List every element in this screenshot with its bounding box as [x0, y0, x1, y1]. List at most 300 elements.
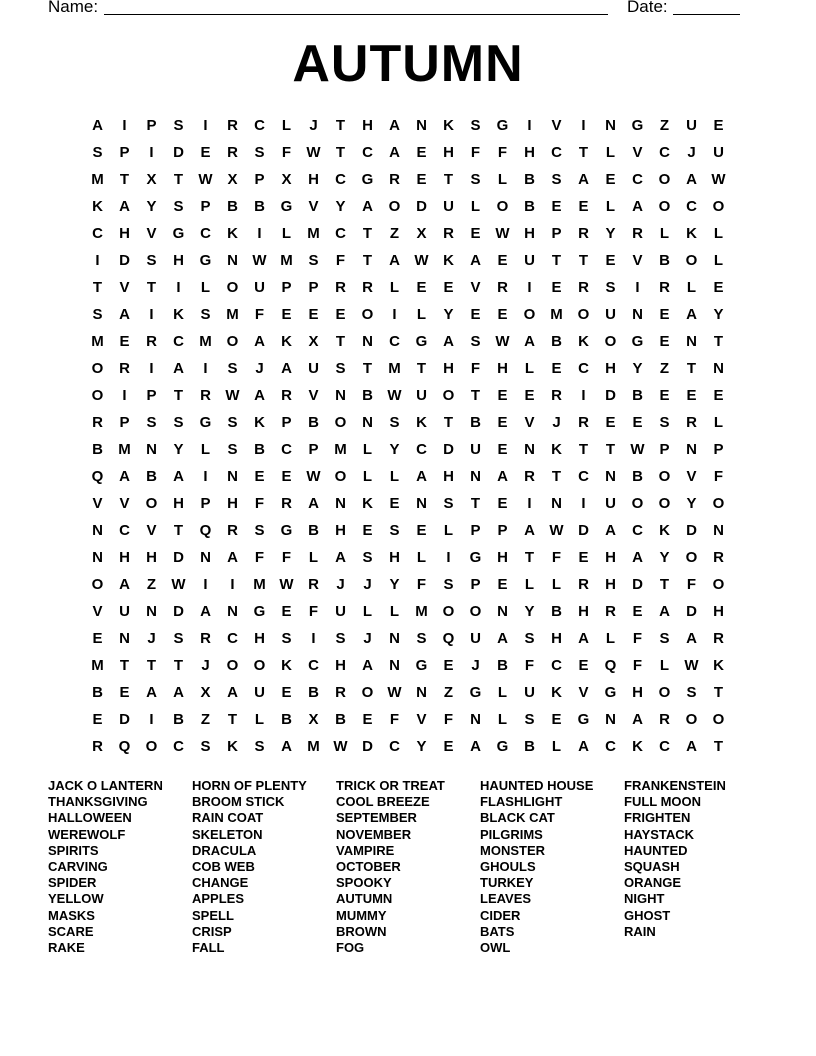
grid-letter[interactable]: O — [658, 495, 671, 512]
grid-letter[interactable]: I — [122, 117, 127, 134]
grid-letter[interactable]: B — [92, 441, 103, 458]
grid-letter[interactable]: L — [389, 603, 400, 620]
grid-letter[interactable]: S — [227, 441, 238, 458]
grid-letter[interactable]: F — [281, 144, 292, 161]
grid-letter[interactable]: Z — [659, 360, 670, 377]
grid-letter[interactable]: C — [335, 171, 346, 188]
grid-letter[interactable]: W — [306, 144, 321, 161]
grid-letter[interactable]: H — [146, 549, 157, 566]
grid-letter[interactable]: Z — [200, 711, 211, 728]
grid-letter[interactable]: U — [524, 252, 535, 269]
grid-letter[interactable]: B — [524, 198, 535, 215]
grid-letter[interactable]: R — [713, 549, 724, 566]
grid-letter[interactable]: S — [146, 414, 157, 431]
grid-letter[interactable]: T — [146, 279, 157, 296]
grid-letter[interactable]: M — [307, 738, 320, 755]
grid-letter[interactable]: P — [146, 387, 157, 404]
grid-letter[interactable]: O — [712, 198, 725, 215]
grid-letter[interactable]: H — [578, 603, 589, 620]
grid-letter[interactable]: R — [227, 144, 238, 161]
grid-letter[interactable]: T — [335, 333, 346, 350]
grid-letter[interactable]: P — [659, 441, 670, 458]
grid-letter[interactable]: T — [470, 495, 481, 512]
grid-letter[interactable]: F — [389, 711, 400, 728]
grid-letter[interactable]: G — [415, 333, 428, 350]
grid-letter[interactable]: L — [416, 549, 427, 566]
grid-letter[interactable]: Y — [389, 441, 400, 458]
grid-letter[interactable]: A — [227, 549, 238, 566]
grid-letter[interactable]: O — [334, 414, 347, 431]
grid-letter[interactable]: R — [605, 603, 616, 620]
grid-letter[interactable]: C — [632, 171, 643, 188]
grid-letter[interactable]: A — [443, 333, 454, 350]
grid-letter[interactable]: R — [551, 387, 562, 404]
grid-letter[interactable]: A — [119, 468, 130, 485]
grid-letter[interactable]: R — [632, 225, 643, 242]
grid-letter[interactable]: K — [227, 738, 238, 755]
grid-letter[interactable]: U — [605, 495, 616, 512]
grid-letter[interactable]: L — [551, 576, 562, 593]
grid-letter[interactable]: D — [605, 387, 616, 404]
grid-letter[interactable]: E — [416, 279, 427, 296]
grid-letter[interactable]: P — [470, 576, 481, 593]
grid-letter[interactable]: T — [119, 657, 130, 674]
grid-letter[interactable]: H — [362, 117, 373, 134]
grid-letter[interactable]: A — [119, 198, 130, 215]
grid-letter[interactable]: L — [605, 630, 616, 647]
grid-letter[interactable]: R — [524, 468, 535, 485]
grid-letter[interactable]: R — [578, 225, 589, 242]
grid-letter[interactable]: T — [227, 711, 238, 728]
grid-letter[interactable]: W — [387, 387, 402, 404]
grid-letter[interactable]: A — [686, 738, 697, 755]
grid-letter[interactable]: K — [443, 252, 454, 269]
grid-letter[interactable]: X — [281, 171, 292, 188]
grid-letter[interactable]: P — [497, 522, 508, 539]
grid-letter[interactable]: E — [551, 360, 562, 377]
grid-letter[interactable]: C — [389, 738, 400, 755]
grid-letter[interactable]: Y — [416, 738, 427, 755]
grid-letter[interactable]: P — [713, 441, 724, 458]
grid-letter[interactable]: V — [92, 495, 103, 512]
grid-letter[interactable]: B — [92, 684, 103, 701]
grid-letter[interactable]: L — [362, 468, 373, 485]
grid-letter[interactable]: A — [227, 684, 238, 701]
grid-letter[interactable]: V — [308, 198, 319, 215]
grid-letter[interactable]: C — [659, 738, 670, 755]
grid-letter[interactable]: O — [523, 306, 536, 323]
grid-letter[interactable]: E — [551, 198, 562, 215]
grid-letter[interactable]: B — [308, 414, 319, 431]
grid-letter[interactable]: B — [254, 198, 265, 215]
grid-letter[interactable]: A — [524, 522, 535, 539]
grid-letter[interactable]: W — [171, 576, 186, 593]
grid-letter[interactable]: I — [176, 279, 181, 296]
grid-letter[interactable]: K — [281, 657, 292, 674]
grid-letter[interactable]: I — [203, 468, 208, 485]
grid-letter[interactable]: E — [497, 387, 508, 404]
grid-letter[interactable]: L — [416, 306, 427, 323]
grid-letter[interactable]: O — [253, 657, 266, 674]
grid-letter[interactable]: L — [686, 279, 697, 296]
grid-letter[interactable]: M — [91, 171, 104, 188]
grid-letter[interactable]: R — [659, 279, 670, 296]
grid-letter[interactable]: A — [686, 171, 697, 188]
grid-letter[interactable]: A — [119, 306, 130, 323]
grid-letter[interactable]: Z — [659, 117, 670, 134]
grid-letter[interactable]: A — [416, 468, 427, 485]
grid-letter[interactable]: A — [173, 360, 184, 377]
grid-letter[interactable]: N — [92, 522, 103, 539]
grid-letter[interactable]: W — [225, 387, 240, 404]
grid-letter[interactable]: J — [309, 117, 318, 134]
grid-letter[interactable]: E — [578, 657, 589, 674]
grid-letter[interactable]: G — [199, 414, 212, 431]
grid-letter[interactable]: G — [253, 603, 266, 620]
grid-letter[interactable]: P — [200, 198, 211, 215]
grid-letter[interactable]: K — [686, 225, 697, 242]
grid-letter[interactable]: K — [578, 333, 589, 350]
grid-letter[interactable]: Z — [443, 684, 454, 701]
grid-letter[interactable]: U — [470, 441, 481, 458]
grid-letter[interactable]: Y — [173, 441, 184, 458]
grid-letter[interactable]: F — [713, 468, 724, 485]
grid-letter[interactable]: K — [92, 198, 103, 215]
grid-letter[interactable]: A — [254, 387, 265, 404]
grid-letter[interactable]: E — [281, 684, 292, 701]
grid-letter[interactable]: H — [497, 360, 508, 377]
grid-letter[interactable]: N — [686, 333, 697, 350]
grid-letter[interactable]: T — [443, 171, 454, 188]
grid-letter[interactable]: R — [335, 279, 346, 296]
grid-letter[interactable]: U — [335, 603, 346, 620]
grid-letter[interactable]: B — [335, 711, 346, 728]
grid-letter[interactable]: S — [227, 360, 238, 377]
grid-letter[interactable]: I — [581, 387, 586, 404]
grid-letter[interactable]: R — [443, 225, 454, 242]
grid-letter[interactable]: N — [227, 252, 238, 269]
grid-letter[interactable]: B — [551, 333, 562, 350]
grid-letter[interactable]: F — [632, 630, 643, 647]
grid-letter[interactable]: E — [281, 306, 292, 323]
grid-letter[interactable]: W — [711, 171, 726, 188]
grid-letter[interactable]: E — [254, 468, 265, 485]
grid-letter[interactable]: R — [497, 279, 508, 296]
grid-letter[interactable]: A — [173, 468, 184, 485]
grid-letter[interactable]: C — [389, 333, 400, 350]
grid-letter[interactable]: P — [119, 414, 130, 431]
grid-letter[interactable]: E — [524, 387, 535, 404]
grid-letter[interactable]: Q — [442, 630, 455, 647]
grid-letter[interactable]: B — [632, 387, 643, 404]
grid-letter[interactable]: X — [146, 171, 157, 188]
grid-letter[interactable]: T — [605, 441, 616, 458]
grid-letter[interactable]: B — [308, 684, 319, 701]
grid-letter[interactable]: R — [659, 711, 670, 728]
grid-letter[interactable]: E — [119, 333, 130, 350]
grid-letter[interactable]: L — [713, 414, 724, 431]
grid-letter[interactable]: C — [605, 738, 616, 755]
grid-letter[interactable]: H — [443, 360, 454, 377]
grid-letter[interactable]: U — [443, 198, 454, 215]
grid-letter[interactable]: V — [146, 225, 157, 242]
grid-letter[interactable]: G — [496, 117, 509, 134]
grid-letter[interactable]: K — [254, 414, 265, 431]
grid-letter[interactable]: E — [497, 414, 508, 431]
grid-letter[interactable]: R — [335, 684, 346, 701]
grid-letter[interactable]: S — [92, 306, 103, 323]
grid-letter[interactable]: R — [281, 495, 292, 512]
grid-letter[interactable]: A — [389, 252, 400, 269]
grid-letter[interactable]: C — [578, 468, 589, 485]
grid-letter[interactable]: I — [203, 360, 208, 377]
grid-letter[interactable]: W — [630, 441, 645, 458]
grid-letter[interactable]: Y — [686, 495, 697, 512]
grid-letter[interactable]: O — [658, 468, 671, 485]
grid-letter[interactable]: F — [632, 657, 643, 674]
grid-letter[interactable]: A — [470, 738, 481, 755]
grid-letter[interactable]: T — [173, 387, 184, 404]
grid-letter[interactable]: T — [362, 252, 373, 269]
grid-letter[interactable]: I — [257, 225, 262, 242]
grid-letter[interactable]: N — [605, 468, 616, 485]
grid-letter[interactable]: Y — [443, 306, 454, 323]
grid-letter[interactable]: E — [92, 630, 103, 647]
grid-letter[interactable]: I — [149, 360, 154, 377]
grid-letter[interactable]: X — [416, 225, 427, 242]
grid-letter[interactable]: E — [659, 387, 670, 404]
grid-letter[interactable]: S — [443, 576, 454, 593]
grid-letter[interactable]: U — [470, 630, 481, 647]
grid-letter[interactable]: W — [549, 522, 564, 539]
grid-letter[interactable]: S — [200, 738, 211, 755]
grid-letter[interactable]: T — [92, 279, 103, 296]
grid-letter[interactable]: Y — [335, 198, 346, 215]
grid-letter[interactable]: E — [497, 441, 508, 458]
grid-letter[interactable]: H — [605, 576, 616, 593]
grid-letter[interactable]: N — [497, 603, 508, 620]
grid-letter[interactable]: E — [470, 306, 481, 323]
grid-letter[interactable]: S — [146, 252, 157, 269]
grid-letter[interactable]: P — [281, 414, 292, 431]
grid-letter[interactable]: R — [146, 333, 157, 350]
grid-letter[interactable]: I — [230, 576, 235, 593]
grid-letter[interactable]: K — [443, 117, 454, 134]
grid-letter[interactable]: I — [122, 387, 127, 404]
grid-letter[interactable]: Y — [632, 360, 643, 377]
grid-letter[interactable]: S — [281, 630, 292, 647]
grid-letter[interactable]: H — [524, 144, 535, 161]
grid-letter[interactable]: R — [281, 387, 292, 404]
grid-letter[interactable]: C — [659, 144, 670, 161]
grid-letter[interactable]: B — [281, 711, 292, 728]
grid-letter[interactable]: B — [362, 387, 373, 404]
grid-letter[interactable]: Y — [146, 198, 157, 215]
grid-letter[interactable]: L — [389, 468, 400, 485]
grid-letter[interactable]: L — [659, 657, 670, 674]
grid-letter[interactable]: C — [551, 144, 562, 161]
grid-letter[interactable]: O — [658, 171, 671, 188]
grid-letter[interactable]: R — [119, 360, 130, 377]
grid-letter[interactable]: M — [307, 225, 320, 242]
grid-letter[interactable]: B — [146, 468, 157, 485]
grid-letter[interactable]: C — [551, 657, 562, 674]
grid-letter[interactable]: F — [335, 252, 346, 269]
grid-letter[interactable]: L — [605, 198, 616, 215]
grid-letter[interactable]: M — [334, 441, 347, 458]
grid-letter[interactable]: O — [226, 279, 239, 296]
grid-letter[interactable]: I — [311, 630, 316, 647]
grid-letter[interactable]: H — [497, 549, 508, 566]
grid-letter[interactable]: L — [497, 171, 508, 188]
grid-letter[interactable]: I — [149, 306, 154, 323]
grid-letter[interactable]: F — [416, 576, 427, 593]
grid-letter[interactable]: O — [658, 198, 671, 215]
grid-letter[interactable]: X — [308, 333, 319, 350]
grid-letter[interactable]: M — [253, 576, 266, 593]
grid-letter[interactable]: N — [146, 603, 157, 620]
grid-letter[interactable]: P — [119, 144, 130, 161]
grid-letter[interactable]: C — [335, 225, 346, 242]
grid-letter[interactable]: D — [632, 576, 643, 593]
grid-letter[interactable]: A — [200, 603, 211, 620]
grid-letter[interactable]: E — [308, 306, 319, 323]
grid-letter[interactable]: H — [524, 225, 535, 242]
grid-letter[interactable]: A — [308, 495, 319, 512]
grid-letter[interactable]: S — [254, 522, 265, 539]
grid-letter[interactable]: D — [443, 441, 454, 458]
grid-letter[interactable]: L — [200, 441, 211, 458]
grid-letter[interactable]: I — [527, 495, 532, 512]
grid-letter[interactable]: X — [200, 684, 211, 701]
grid-letter[interactable]: J — [471, 657, 480, 674]
grid-letter[interactable]: G — [469, 684, 482, 701]
grid-letter[interactable]: D — [578, 522, 589, 539]
grid-letter[interactable]: J — [255, 360, 264, 377]
grid-letter[interactable]: A — [173, 684, 184, 701]
grid-letter[interactable]: M — [388, 360, 401, 377]
grid-letter[interactable]: L — [389, 279, 400, 296]
grid-letter[interactable]: L — [281, 225, 292, 242]
grid-letter[interactable]: O — [658, 684, 671, 701]
grid-letter[interactable]: K — [281, 333, 292, 350]
grid-letter[interactable]: D — [173, 144, 184, 161]
grid-letter[interactable]: A — [335, 549, 346, 566]
grid-letter[interactable]: E — [497, 252, 508, 269]
grid-letter[interactable]: A — [389, 144, 400, 161]
grid-letter[interactable]: L — [443, 522, 454, 539]
grid-letter[interactable]: O — [334, 468, 347, 485]
grid-letter[interactable]: R — [362, 279, 373, 296]
grid-letter[interactable]: V — [578, 684, 589, 701]
grid-letter[interactable]: C — [92, 225, 103, 242]
grid-letter[interactable]: W — [387, 684, 402, 701]
grid-letter[interactable]: M — [91, 333, 104, 350]
grid-letter[interactable]: S — [470, 333, 481, 350]
grid-letter[interactable]: L — [713, 252, 724, 269]
grid-letter[interactable]: V — [92, 603, 103, 620]
grid-letter[interactable]: R — [92, 738, 103, 755]
grid-letter[interactable]: O — [685, 549, 698, 566]
grid-letter[interactable]: C — [173, 333, 184, 350]
grid-letter[interactable]: T — [119, 171, 130, 188]
grid-letter[interactable]: E — [605, 171, 616, 188]
grid-letter[interactable]: V — [470, 279, 481, 296]
grid-letter[interactable]: J — [552, 414, 561, 431]
grid-letter[interactable]: A — [362, 657, 373, 674]
grid-letter[interactable]: K — [713, 657, 724, 674]
grid-letter[interactable]: G — [604, 684, 617, 701]
grid-letter[interactable]: P — [308, 441, 319, 458]
grid-letter[interactable]: T — [713, 738, 724, 755]
grid-letter[interactable]: P — [254, 171, 265, 188]
grid-letter[interactable]: S — [605, 279, 616, 296]
grid-letter[interactable]: T — [551, 252, 562, 269]
grid-letter[interactable]: Q — [199, 522, 212, 539]
grid-letter[interactable]: I — [203, 576, 208, 593]
grid-letter[interactable]: L — [200, 279, 211, 296]
grid-letter[interactable]: K — [416, 414, 427, 431]
grid-letter[interactable]: E — [497, 306, 508, 323]
grid-letter[interactable]: R — [578, 576, 589, 593]
grid-letter[interactable]: E — [659, 306, 670, 323]
grid-letter[interactable]: T — [578, 144, 589, 161]
grid-letter[interactable]: V — [524, 414, 535, 431]
grid-letter[interactable]: H — [443, 144, 454, 161]
grid-letter[interactable]: A — [281, 360, 292, 377]
grid-letter[interactable]: L — [524, 576, 535, 593]
grid-letter[interactable]: N — [416, 495, 427, 512]
grid-letter[interactable]: T — [362, 225, 373, 242]
grid-letter[interactable]: Q — [604, 657, 617, 674]
grid-letter[interactable]: I — [527, 279, 532, 296]
grid-letter[interactable]: M — [550, 306, 563, 323]
grid-letter[interactable]: P — [200, 495, 211, 512]
grid-letter[interactable]: T — [470, 387, 481, 404]
grid-letter[interactable]: W — [306, 468, 321, 485]
grid-letter[interactable]: E — [578, 549, 589, 566]
grid-letter[interactable]: O — [91, 360, 104, 377]
grid-letter[interactable]: W — [495, 333, 510, 350]
grid-letter[interactable]: P — [281, 279, 292, 296]
grid-letter[interactable]: B — [308, 522, 319, 539]
grid-letter[interactable]: C — [173, 738, 184, 755]
grid-letter[interactable]: H — [605, 549, 616, 566]
grid-letter[interactable]: L — [362, 603, 373, 620]
grid-letter[interactable]: J — [363, 630, 372, 647]
grid-letter[interactable]: O — [91, 387, 104, 404]
grid-letter[interactable]: O — [361, 306, 374, 323]
grid-letter[interactable]: R — [227, 117, 238, 134]
grid-letter[interactable]: C — [281, 441, 292, 458]
grid-letter[interactable]: N — [119, 630, 130, 647]
grid-letter[interactable]: G — [631, 117, 644, 134]
grid-letter[interactable]: E — [497, 576, 508, 593]
grid-letter[interactable]: H — [173, 252, 184, 269]
grid-letter[interactable]: J — [147, 630, 156, 647]
grid-letter[interactable]: Q — [118, 738, 131, 755]
grid-letter[interactable]: I — [635, 279, 640, 296]
grid-letter[interactable]: J — [201, 657, 210, 674]
grid-letter[interactable]: A — [119, 576, 130, 593]
grid-letter[interactable]: L — [659, 225, 670, 242]
grid-letter[interactable]: S — [254, 738, 265, 755]
grid-letter[interactable]: A — [686, 630, 697, 647]
grid-letter[interactable]: A — [146, 684, 157, 701]
grid-letter[interactable]: S — [686, 684, 697, 701]
grid-letter[interactable]: S — [173, 414, 184, 431]
grid-letter[interactable]: V — [146, 522, 157, 539]
